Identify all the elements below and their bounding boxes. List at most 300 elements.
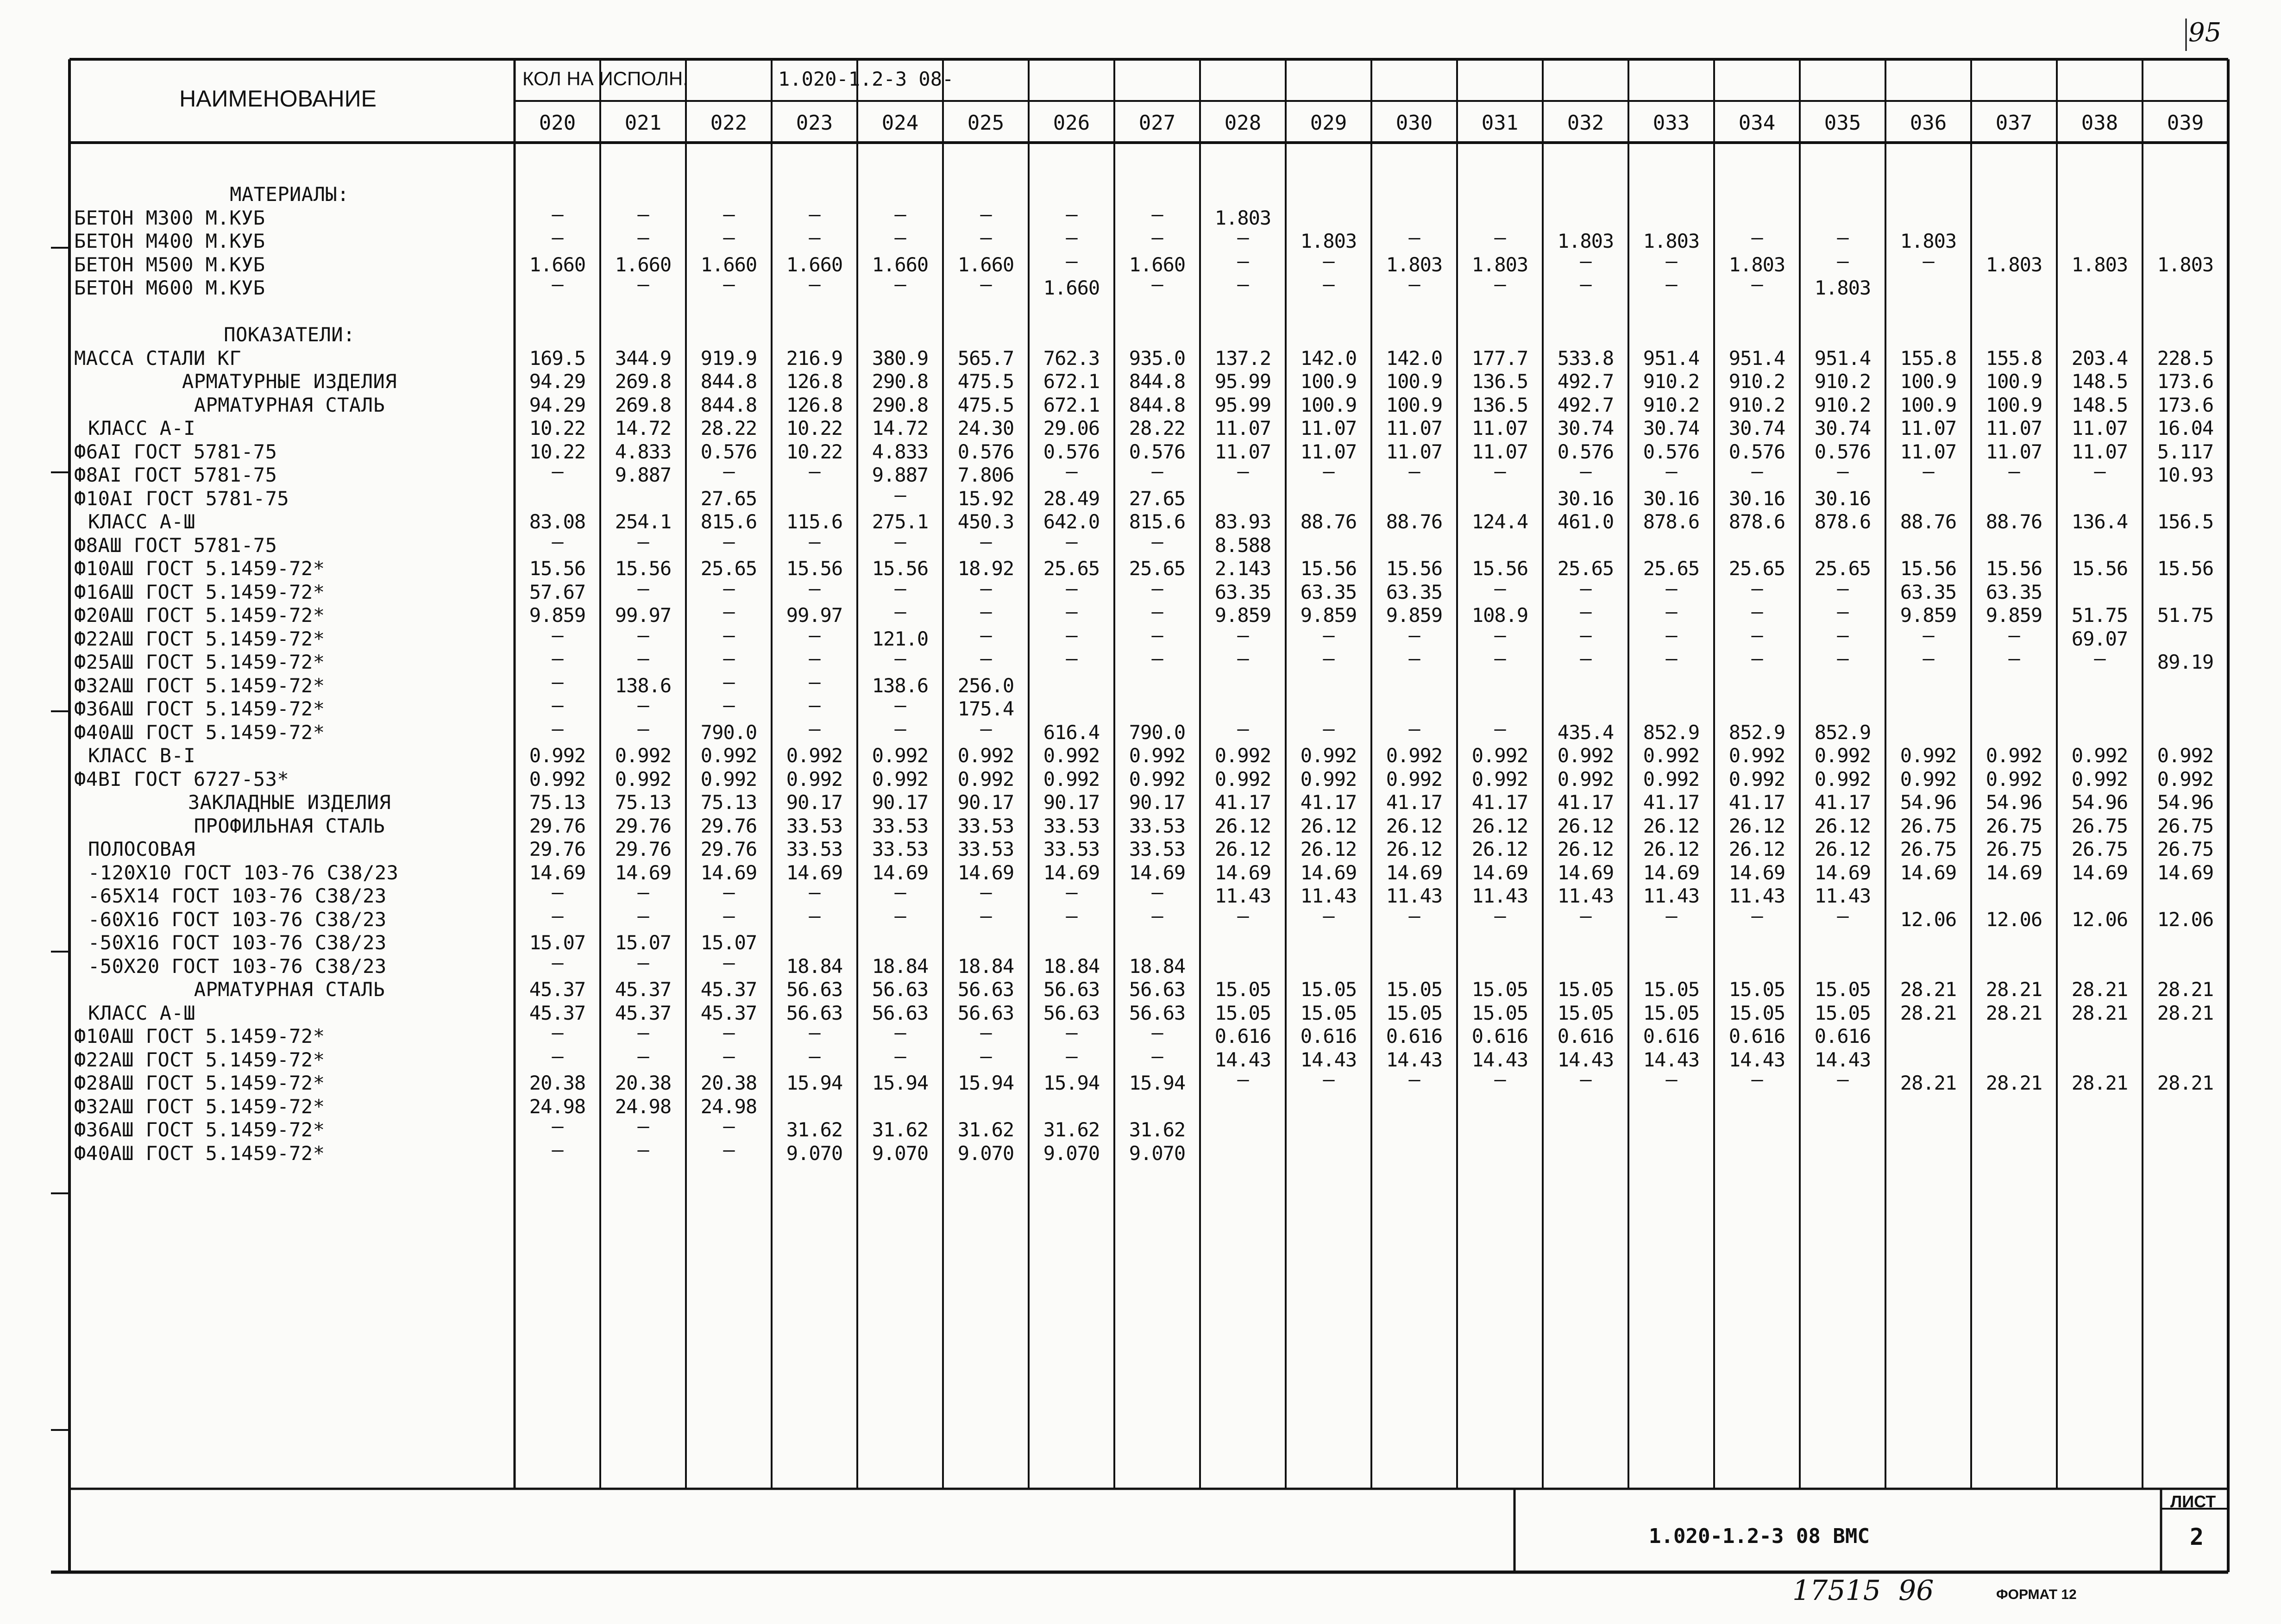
table-cell: 5.117	[2157, 440, 2214, 463]
table-cell: –	[1151, 881, 1163, 903]
table-cell: 51.75	[2071, 604, 2128, 627]
table-cell: –	[723, 530, 735, 553]
table-cell: –	[894, 1021, 906, 1044]
table-cell: 14.69	[957, 861, 1014, 884]
table-cell: –	[552, 1138, 563, 1161]
table-cell: 15.56	[615, 557, 672, 580]
row-label: Ф10АШ ГОСТ 5.1459-72*	[74, 557, 325, 580]
table-cell: 56.63	[957, 978, 1014, 1001]
table-cell: 852.9	[1643, 721, 1700, 744]
table-cell: –	[637, 647, 649, 670]
table-cell: –	[637, 273, 649, 295]
table-cell: –	[1408, 623, 1420, 646]
table-cell: 0.616	[1557, 1025, 1614, 1047]
table-cell: 26.75	[1986, 838, 2042, 860]
table-cell: –	[1066, 623, 1077, 646]
table-cell: –	[1151, 202, 1163, 226]
table-cell: –	[1580, 249, 1591, 272]
table-cell: 175.4	[957, 697, 1014, 720]
page-number: 95	[2188, 18, 2222, 48]
row-label: ПОКАЗАТЕЛИ:	[224, 323, 355, 346]
table-cell: 54.96	[2157, 791, 2214, 814]
table-cell: 26.75	[2071, 838, 2128, 860]
row-label: -50X20 ГОСТ 103-76 С38/23	[88, 954, 387, 978]
table-cell: 18.84	[1129, 954, 1186, 978]
table-cell: –	[1151, 226, 1163, 249]
table-cell: 844.8	[1129, 393, 1186, 416]
table-cell: –	[723, 1138, 735, 1161]
table-cell: 14.69	[1986, 861, 2042, 884]
table-cell: 0.992	[1043, 767, 1100, 790]
table-cell: –	[552, 881, 563, 903]
sheet-label: ЛИСТ	[2170, 1492, 2216, 1511]
table-cell: 11.07	[1300, 440, 1357, 463]
table-cell: 31.62	[1129, 1118, 1186, 1141]
table-cell: 0.992	[786, 744, 843, 767]
table-cell: 75.13	[615, 791, 672, 814]
table-cell: –	[1665, 460, 1677, 483]
table-cell: 136.5	[1471, 370, 1528, 393]
table-cell: –	[1665, 647, 1677, 670]
table-cell: 15.56	[529, 557, 586, 580]
table-cell: –	[1066, 530, 1077, 553]
column-header: 030	[1395, 111, 1433, 135]
table-cell: 14.69	[2157, 861, 2214, 884]
table-cell: 29.76	[615, 814, 672, 837]
table-cell: 0.992	[1986, 767, 2042, 790]
row-label: -50X16 ГОСТ 103-76 С38/23	[88, 931, 387, 954]
table-cell: 815.6	[1129, 510, 1186, 533]
series-code: 1.020-1.2-3 08-	[778, 68, 954, 90]
table-cell: 28.21	[2071, 1001, 2128, 1024]
table-cell: 41.17	[1214, 791, 1271, 814]
table-cell: 20.38	[615, 1072, 672, 1094]
table-cell: –	[1237, 226, 1249, 249]
table-cell: –	[1151, 577, 1163, 600]
table-cell: 12.06	[2157, 908, 2214, 931]
row-label: БЕТОН М400 М.КУБ	[74, 230, 265, 252]
table-cell: 14.72	[872, 417, 929, 439]
table-cell: 26.12	[1471, 814, 1528, 837]
table-cell: 26.12	[1471, 838, 1528, 860]
table-cell: 216.9	[786, 346, 843, 370]
column-header: 021	[624, 111, 662, 135]
table-cell: –	[637, 577, 649, 600]
table-cell: –	[1237, 249, 1249, 272]
table-cell: –	[1580, 577, 1591, 600]
table-cell: –	[1323, 647, 1334, 670]
table-cell: –	[723, 460, 735, 483]
row-label: Ф8АI ГОСТ 5781-75	[74, 464, 277, 486]
table-cell: –	[637, 1044, 649, 1067]
table-cell: –	[1837, 460, 1848, 483]
table-cell: –	[637, 694, 649, 716]
document-code: 1.020-1.2-3 08 ВМС	[1649, 1524, 1870, 1548]
table-cell: 0.616	[1643, 1025, 1700, 1047]
table-cell: 910.2	[1814, 370, 1871, 393]
table-cell: –	[1408, 904, 1420, 927]
table-cell: 28.21	[1986, 978, 2042, 1001]
table-cell: 919.9	[700, 346, 757, 370]
table-cell: 138.6	[872, 674, 929, 697]
table-cell: 461.0	[1557, 510, 1614, 533]
table-cell: 30.16	[1643, 487, 1700, 510]
table-cell: –	[980, 600, 992, 623]
table-cell: 815.6	[700, 510, 757, 533]
table-cell: –	[980, 623, 992, 646]
table-cell: 15.05	[1814, 978, 1871, 1001]
table-cell: –	[723, 226, 735, 249]
table-cell: –	[1580, 623, 1591, 646]
table-cell: 28.21	[1900, 1072, 1957, 1094]
table-cell: –	[1837, 577, 1848, 600]
table-cell: 29.76	[700, 814, 757, 837]
table-cell: 256.0	[957, 674, 1014, 697]
table-cell: 15.07	[700, 931, 757, 954]
table-cell: 15.56	[1300, 557, 1357, 580]
table-cell: –	[637, 1115, 649, 1137]
table-cell: 100.9	[1900, 393, 1957, 416]
table-cell: –	[723, 202, 735, 226]
table-cell: 63.35	[1900, 580, 1957, 603]
table-cell: 0.616	[1728, 1025, 1785, 1047]
table-cell: 136.5	[1471, 393, 1528, 416]
table-cell: 11.07	[2071, 417, 2128, 439]
table-cell: 672.1	[1043, 370, 1100, 393]
table-cell: 0.992	[1814, 744, 1871, 767]
table-cell: 0.992	[1643, 767, 1700, 790]
table-cell: –	[1580, 1068, 1591, 1091]
row-label: КЛАСС А-Ш	[88, 1001, 196, 1024]
table-cell: 11.07	[2071, 440, 2128, 463]
table-cell: 28.21	[2157, 1001, 2214, 1024]
table-cell: 24.30	[957, 417, 1014, 439]
table-cell: 33.53	[1129, 814, 1186, 837]
table-cell: 642.0	[1043, 510, 1100, 533]
table-cell: 28.21	[1900, 978, 1957, 1001]
table-cell: 41.17	[1471, 791, 1528, 814]
table-cell: 380.9	[872, 346, 929, 370]
table-cell: 25.65	[1814, 557, 1871, 580]
table-cell: –	[809, 460, 820, 483]
column-header: 026	[1053, 111, 1090, 135]
table-cell: 1.803	[2071, 253, 2128, 276]
table-cell: –	[723, 670, 735, 693]
table-cell: 4.833	[872, 440, 929, 463]
table-cell: 14.69	[1471, 861, 1528, 884]
column-header: 023	[796, 111, 833, 135]
table-cell: 56.63	[1043, 978, 1100, 1001]
table-cell: –	[1323, 717, 1334, 740]
table-cell: 0.576	[1814, 440, 1871, 463]
table-cell: 15.94	[957, 1072, 1014, 1094]
table-cell: 142.0	[1386, 346, 1443, 370]
table-cell: 9.859	[529, 604, 586, 627]
table-cell: –	[723, 694, 735, 716]
table-cell: 18.84	[1043, 954, 1100, 978]
table-cell: 9.887	[615, 464, 672, 486]
table-cell: –	[1837, 249, 1848, 272]
table-cell: 844.8	[1129, 370, 1186, 393]
table-cell: 15.56	[1386, 557, 1443, 580]
table-cell: 275.1	[872, 510, 929, 533]
table-cell: 1.803	[1386, 253, 1443, 276]
column-header: 020	[539, 111, 576, 135]
table-cell: 28.21	[2157, 978, 2214, 1001]
table-cell: 100.9	[1900, 370, 1957, 393]
table-cell: 29.06	[1043, 417, 1100, 439]
table-cell: –	[894, 530, 906, 553]
table-cell: –	[552, 647, 563, 670]
table-cell: 90.17	[957, 791, 1014, 814]
table-cell: 9.859	[1386, 604, 1443, 627]
table-cell: 31.62	[872, 1118, 929, 1141]
row-label: МАССА СТАЛИ КГ	[74, 346, 242, 370]
table-cell: 0.992	[615, 767, 672, 790]
table-cell: 126.8	[786, 393, 843, 416]
table-cell: 15.05	[1643, 978, 1700, 1001]
table-cell: 0.992	[1900, 744, 1957, 767]
table-cell: 910.2	[1814, 393, 1871, 416]
table-cell: 108.9	[1471, 604, 1528, 627]
table-cell: 26.75	[2157, 838, 2214, 860]
table-cell: 26.75	[1986, 814, 2042, 837]
row-label: БЕТОН М300 М.КУБ	[74, 206, 265, 229]
table-cell: –	[1323, 1068, 1334, 1091]
table-cell: 26.12	[1728, 838, 1785, 860]
table-cell: 14.69	[1043, 861, 1100, 884]
table-cell: –	[1494, 577, 1506, 600]
table-cell: –	[552, 202, 563, 226]
table-cell: –	[980, 226, 992, 249]
table-cell: 0.992	[1643, 744, 1700, 767]
table-cell: 16.04	[2157, 417, 2214, 439]
row-label: Ф40АШ ГОСТ 5.1459-72*	[74, 721, 325, 744]
table-cell: 30.74	[1557, 417, 1614, 439]
table-cell: 0.992	[1557, 767, 1614, 790]
table-cell: 1.660	[615, 253, 672, 276]
table-cell: 28.21	[1986, 1001, 2042, 1024]
table-cell: 15.94	[1043, 1072, 1100, 1094]
table-cell: 0.992	[2071, 767, 2128, 790]
table-cell: –	[1494, 273, 1506, 295]
table-cell: –	[1837, 600, 1848, 623]
table-cell: 450.3	[957, 510, 1014, 533]
table-cell: –	[2094, 647, 2105, 670]
table-cell: 878.6	[1643, 510, 1700, 533]
table-cell: 0.992	[2157, 744, 2214, 767]
column-header: 024	[881, 111, 919, 135]
table-cell: 95.99	[1214, 393, 1271, 416]
table-cell: –	[1837, 226, 1848, 249]
table-cell: –	[980, 577, 992, 600]
table-cell: –	[809, 273, 820, 295]
table-cell: 30.74	[1643, 417, 1700, 439]
table-cell: 290.8	[872, 370, 929, 393]
table-cell: 10.22	[529, 417, 586, 439]
table-cell: 15.56	[786, 557, 843, 580]
table-cell: 11.43	[1300, 884, 1357, 907]
table-cell: 56.63	[786, 978, 843, 1001]
table-cell: 11.07	[1986, 417, 2042, 439]
table-cell: –	[1665, 273, 1677, 295]
table-cell: –	[1066, 460, 1077, 483]
table-cell: 54.96	[1986, 791, 2042, 814]
table-cell: 9.859	[1986, 604, 2042, 627]
table-cell: 14.69	[1386, 861, 1443, 884]
table-cell: 28.21	[2071, 978, 2128, 1001]
table-cell: 26.12	[1557, 838, 1614, 860]
table-cell: –	[552, 623, 563, 646]
column-header: 036	[1910, 111, 1947, 135]
table-cell: 26.12	[1386, 838, 1443, 860]
table-cell: –	[809, 694, 820, 716]
table-cell: 14.43	[1300, 1048, 1357, 1071]
table-cell: 25.65	[1129, 557, 1186, 580]
table-cell: 0.992	[529, 767, 586, 790]
column-header: 031	[1481, 111, 1519, 135]
table-cell: 26.12	[1214, 838, 1271, 860]
table-cell: 533.8	[1557, 346, 1614, 370]
table-cell: 75.13	[700, 791, 757, 814]
table-cell: 88.76	[1386, 510, 1443, 533]
table-cell: 11.43	[1214, 884, 1271, 907]
table-cell: –	[552, 226, 563, 249]
column-header: 038	[2081, 111, 2118, 135]
row-label: Ф32АШ ГОСТ 5.1459-72*	[74, 674, 325, 697]
table-cell: 14.43	[1814, 1048, 1871, 1071]
table-cell: 126.8	[786, 370, 843, 393]
table-cell: 14.43	[1557, 1048, 1614, 1071]
table-cell: –	[894, 577, 906, 600]
table-cell: 0.992	[786, 767, 843, 790]
table-cell: 0.616	[1814, 1025, 1871, 1047]
table-cell: –	[1837, 647, 1848, 670]
table-cell: 11.07	[1214, 440, 1271, 463]
table-cell: –	[894, 226, 906, 249]
table-cell: 28.49	[1043, 487, 1100, 510]
row-label: ЗАКЛАДНЫЕ ИЗДЕЛИЯ	[188, 791, 391, 814]
table-cell: 12.06	[1900, 908, 1957, 931]
table-cell: 254.1	[615, 510, 672, 533]
table-cell: 41.17	[1557, 791, 1614, 814]
table-cell: –	[894, 647, 906, 670]
table-cell: 31.62	[786, 1118, 843, 1141]
table-cell: 1.803	[1900, 230, 1957, 252]
kol-label: КОЛ НА ИСПОЛН.	[522, 68, 688, 89]
table-cell: 15.05	[1214, 1001, 1271, 1024]
table-cell: 492.7	[1557, 393, 1614, 416]
table-cell: 910.2	[1643, 370, 1700, 393]
table-cell: 169.5	[529, 346, 586, 370]
table-cell: 910.2	[1728, 393, 1785, 416]
table-cell: 15.94	[872, 1072, 929, 1094]
table-cell: 475.5	[957, 393, 1014, 416]
table-cell: 0.992	[957, 744, 1014, 767]
table-cell: 1.803	[1214, 206, 1271, 229]
table-cell: 33.53	[872, 838, 929, 860]
table-cell: 0.616	[1386, 1025, 1443, 1047]
table-cell: 0.992	[1728, 767, 1785, 790]
table-cell: 14.43	[1214, 1048, 1271, 1071]
table-cell: 0.992	[1129, 767, 1186, 790]
column-header: 029	[1310, 111, 1347, 135]
table-cell: 9.859	[1300, 604, 1357, 627]
table-cell: 12.06	[1986, 908, 2042, 931]
table-cell: 41.17	[1300, 791, 1357, 814]
table-cell: 30.74	[1728, 417, 1785, 439]
row-label: МАТЕРИАЛЫ:	[230, 183, 349, 206]
table-cell: 9.070	[957, 1141, 1014, 1165]
table-cell: 155.8	[1900, 346, 1957, 370]
table-cell: –	[1751, 273, 1763, 295]
row-label: Ф28АШ ГОСТ 5.1459-72*	[74, 1072, 325, 1094]
table-cell: 11.43	[1814, 884, 1871, 907]
table-cell: 90.17	[1043, 791, 1100, 814]
table-cell: –	[723, 1021, 735, 1044]
table-cell: –	[552, 951, 563, 974]
table-cell: –	[1494, 1068, 1506, 1091]
table-cell: 0.616	[1300, 1025, 1357, 1047]
table-cell: 136.4	[2071, 510, 2128, 533]
table-cell: 11.43	[1386, 884, 1443, 907]
table-cell: 0.992	[1471, 767, 1528, 790]
table-cell: –	[894, 904, 906, 927]
table-cell: 9.070	[1129, 1141, 1186, 1165]
table-cell: –	[1237, 717, 1249, 740]
table-cell: –	[637, 881, 649, 903]
table-cell: 1.803	[1471, 253, 1528, 276]
table-cell: 11.07	[1214, 417, 1271, 439]
table-cell: –	[552, 904, 563, 927]
table-cell: –	[1151, 273, 1163, 295]
table-cell: 26.12	[1386, 814, 1443, 837]
table-cell: 33.53	[872, 814, 929, 837]
table-cell: –	[894, 202, 906, 226]
table-cell: –	[894, 483, 906, 506]
table-cell: –	[637, 1021, 649, 1044]
table-cell: 15.05	[1386, 978, 1443, 1001]
table-cell: –	[637, 623, 649, 646]
table-cell: –	[1923, 249, 1934, 272]
column-header: 039	[2167, 111, 2204, 135]
table-cell: 1.660	[872, 253, 929, 276]
table-cell: –	[1751, 226, 1763, 249]
table-cell: –	[1665, 600, 1677, 623]
table-cell: 15.56	[2071, 557, 2128, 580]
column-header: 022	[710, 111, 748, 135]
table-cell: 148.5	[2071, 393, 2128, 416]
table-cell: 0.992	[2157, 767, 2214, 790]
table-cell: 1.803	[2157, 253, 2214, 276]
table-cell: –	[1323, 460, 1334, 483]
table-cell: 33.53	[1129, 838, 1186, 860]
table-cell: 26.12	[1728, 814, 1785, 837]
table-cell: –	[552, 1021, 563, 1044]
table-cell: 14.69	[786, 861, 843, 884]
table-cell: 0.992	[872, 744, 929, 767]
table-cell: 14.69	[1728, 861, 1785, 884]
table-cell: 0.992	[529, 744, 586, 767]
table-cell: 435.4	[1557, 721, 1614, 744]
table-cell: –	[1066, 904, 1077, 927]
row-label: БЕТОН М600 М.КУБ	[74, 276, 265, 299]
table-cell: 15.05	[1557, 1001, 1614, 1024]
table-cell: 15.05	[1214, 978, 1271, 1001]
table-cell: 26.75	[2157, 814, 2214, 837]
table-cell: –	[809, 717, 820, 740]
table-cell: 0.992	[957, 767, 1014, 790]
